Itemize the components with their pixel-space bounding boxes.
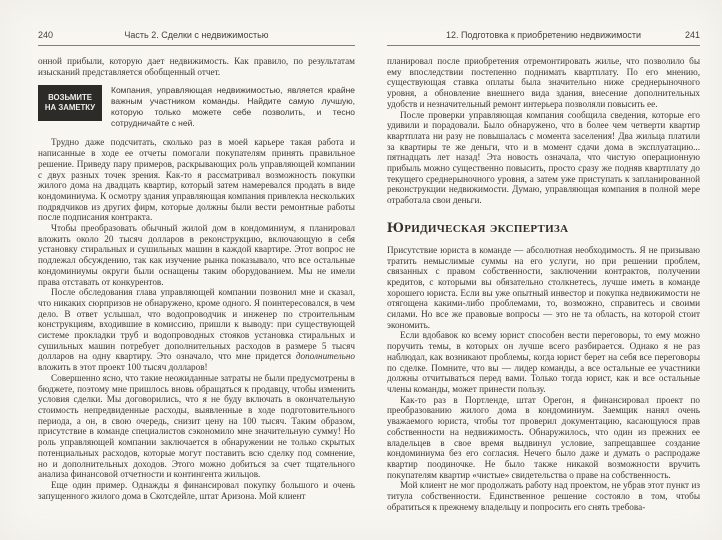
paragraph: Совершенно ясно, что такие неожиданные затраты не были предусмотрены в бюджете, поэтому мне пришлось вновь обращаться к продавцу, чтобы изменить условия сделки. Мы договорились, что я не буду включать в окончательную стоимость непредвиденные расходы, выявленные в ходе подготовительного периода, а он, в свою очередь, снизит цену на 100 тысяч. Таким образом, присутствие в команде специалистов сэкономило мне значительную сумму! Но роль управляющей компании заключается в обнаружении не только скрытых потенциальных расходов, которые могут поставить всю сделку под сомнение, но и дополнительных доходов. Этого можно добиться за счет тщательного анализа финансовой отчетности и контингента жильцов. [38,372,355,480]
paragraph [38,287,355,373]
paragraph: После проверки управляющая компания сообщила сведения, которые его удивили и порадовали. Было обнаружено, что в более чем четверти квартир квартплата ни разу не повышалась с момента заселения! Два жильца платили за квартиры те же деньги, что и в момент сдачи дома в эксплуатацию... пятнадцать лет назад! Эта новость означала, что чистую операционную прибыль можно существенно повысить, просто сразу же подняв квартплату до текущего среднерыночного уровня, а затем уже приступать к запланированной реконструкции недвижимости. Думаю, управляющая компания в полной мере отработала свои деньги. [387,109,700,206]
left-page-body [38,56,355,501]
paragraph: Чтобы преобразовать обычный жилой дом в кондоминиум, я планировал вложить около 20 тысяч долларов в реконструкцию, включающую в себя установку стиральных и сушильных машин в каждой квартире. Этот вопрос не подлежал обсуждению, так как изучение рынка показывало, что все остальные кондоминиумы округи были оснащены таким оборудованием. Мы не имели права отставать от конкурентов. [38,223,355,287]
note-text: Компания, управляющая недвижимостью, является крайне важным участником команды. Найдите самую лучшую, которую только можете себе позволить, и тесно сотрудничайте с ней. [111,85,355,129]
left-page-header [38,30,355,46]
paragraph: Трудно даже подсчитать, сколько раз в моей карьере такая работа и написанные в ходе ее отчеты помогали покупателям принять правильное решение. Приведу пару примеров, раскрывающих роль управляющей компании с двух разных точек зрения. Как-то я рассматривал возможность покупки жилого дома на двадцать квартир, который затем намеревался продать в виде кондоминиума. К осмотру здания управляющая компания привлекла нескольких подрядчиков из других фирм, которые должны были вести ремонтные работы после подписания контракта. [38,137,355,223]
paragraph: Если вдобавок ко всему юрист способен вести переговоры, то ему можно поручить темы, в которых он лучше всего разбирается. Однако я не раз наблюдал, как возникают проблемы, когда юрист берет на себя все переговоры по сделке. Помните, что вы — лидер команды, а все остальные ее участники должны отчитываться перед вами. Только тогда юрист, как и все остальные члены команды, может принести пользу. [387,330,700,394]
paragraph: Мой клиент не мог продолжать работу над проектом, не убрав этот пункт из титула собственности. Единственное решение состояло в том, чтобы обратиться к прежнему владельцу и попросить его снять требова- [387,480,700,512]
left-page-number: 240 [38,30,54,40]
note-label-line2: НА ЗАМЕТКУ [44,103,96,112]
paragraph-intro: онной прибыли, которую дает недвижимость. Как правило, по результатам изысканий представляется обобщенный отчет. [38,56,355,77]
right-page [361,0,722,540]
right-page-header [387,30,700,46]
section-heading: Юридическая экспертиза [387,219,569,236]
note-label [38,85,102,120]
paragraph-text: После обследования глава управляющей компании позвонил мне и сказал, что никаких сюрпризов не обнаружено, кроме одного. Я поинтересовался, в чем дело. В ответ услышал, что водопроводчик и инженер по строительным конструкциям, входившие в комиссию, пришли к выводу: при существующей системе прокладки труб и водопроводных стояков установка стиральных и сушильных машин потребует дополнительных расходов в размере 5 тысяч долларов на одну квартиру. Это означало, что мне придется [38,287,355,362]
right-running-title: 12. Подготовка к приобретению недвижимости [445,30,642,40]
paragraph-text: вложить в этот проект 100 тысяч долларов! [38,362,208,373]
paragraph: Как-то раз в Портленде, штат Орегон, я финансировал проект по преобразованию жилого дома в кондоминиум. Заемщик нанял очень уважаемого юриста, чтобы тот проверил документацию, касающуюся прав собственности на недвижимость. Обнаружилось, что один из прежних ее владельцев в свое время выдвинул условие, запрещавшее создание кондоминиума без его согласия. Нечего было даже и думать о распродаже квартир поодиночке. Не было также никакой возможности вручить покупателям квартир «чистые» свидетельства о праве на собственность. [387,394,700,480]
emphasized-word: дополнительно [295,351,355,362]
note-label-line1: ВОЗЬМИТЕ [48,93,92,103]
right-page-body [387,56,700,512]
paragraph: Еще один пример. Однажды я финансировал покупку большого и очень запущенного жилого дома в Скотсдейле, штат Аризона. Мой клиент [38,479,355,501]
right-page-number: 241 [684,30,700,40]
paragraph: планировал после приобретения отремонтировать жилье, что позволило бы ему впоследствии постепенно поднимать квартплату. По его мнению, существующая ставка оплаты была значительно ниже среднерыночного уровня, а обновление внешнего вида здания, внесение дополнительных удобств и незначительный ремонт интерьера позволяли повысить ее. [387,56,700,109]
paragraph: Присутствие юриста в команде — абсолютная необходимость. Я не призываю тратить немыслимые суммы на его услуги, но при решении проблем, связанных с правом собственности, заключении контрактов, получении кредитов, с которыми вы обязательно столкнетесь, лучше иметь в команде хорошего юриста. Если вы уже опытный инвестор и покупка недвижимости не отягощена какими-либо проблемами, то, возможно, справитесь и своими силами. Но все же правовые вопросы — это не та область, на которой стоит экономить. [387,244,700,330]
note-box [38,85,355,129]
left-running-title: Часть 2. Сделки с недвижимостью [124,30,269,40]
